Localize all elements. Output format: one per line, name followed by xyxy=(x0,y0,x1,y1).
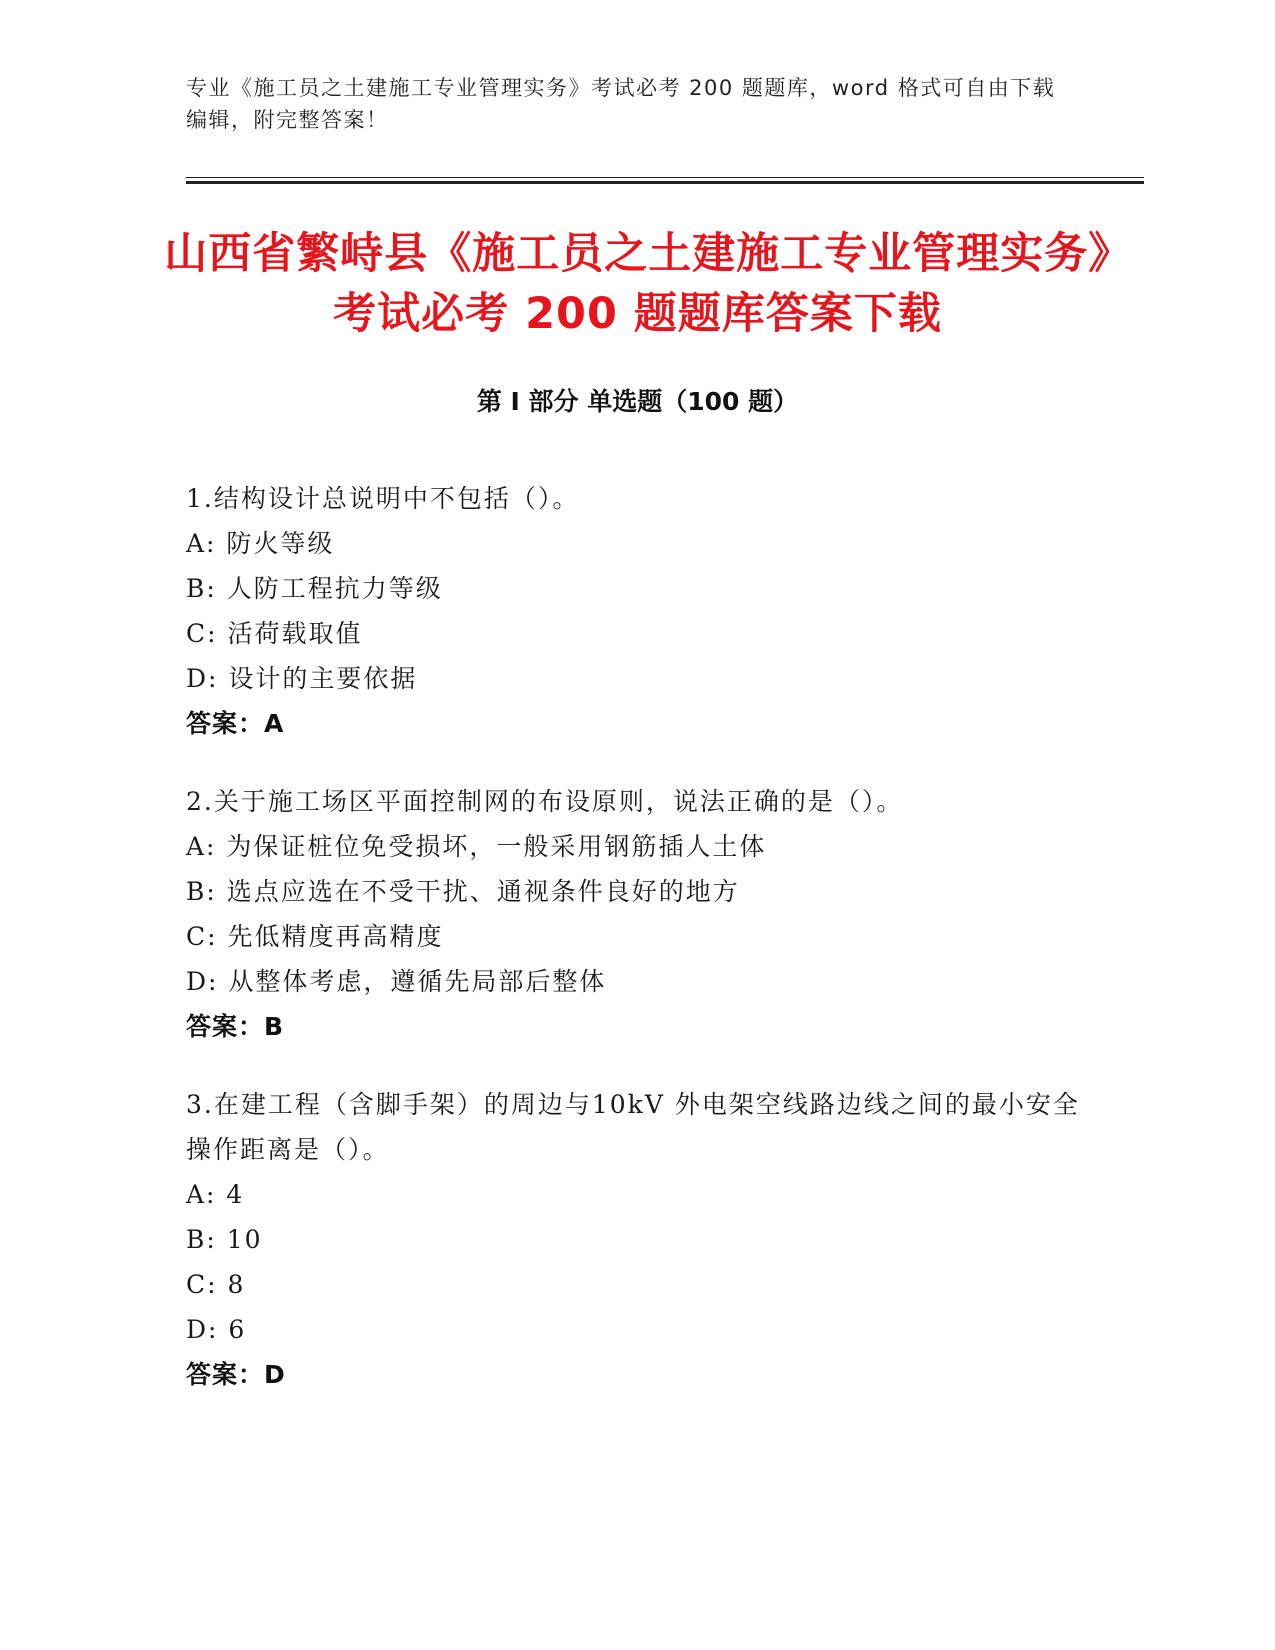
option-b: B: 10 xyxy=(186,1225,263,1254)
section-title: 第 I 部分 单选题（100 题） xyxy=(476,387,799,416)
answer: 答案：B xyxy=(186,1012,285,1041)
header-divider-thick xyxy=(186,181,1144,184)
question-1 xyxy=(186,476,1086,746)
option-c: C: 活荷载取值 xyxy=(186,619,363,648)
option-c: C: 先低精度再高精度 xyxy=(186,922,444,951)
question-stem: 2.关于施工场区平面控制网的布设原则，说法正确的是（）。 xyxy=(186,787,904,816)
option-a: A: 防火等级 xyxy=(186,529,335,558)
option-d: D: 从整体考虑，遵循先局部后整体 xyxy=(186,967,607,996)
question-2 xyxy=(186,779,1086,1049)
option-c: C: 8 xyxy=(186,1270,246,1299)
option-a: A: 为保证桩位免受损坏，一般采用钢筋插人土体 xyxy=(186,832,767,861)
answer: 答案：A xyxy=(186,709,285,738)
option-a: A: 4 xyxy=(186,1180,245,1209)
option-d: D: 设计的主要依据 xyxy=(186,664,418,693)
option-d: D: 6 xyxy=(186,1315,247,1344)
document-title: 山西省繁峙县《施工员之土建施工专业管理实务》考试必考 200 题题库答案下载 xyxy=(164,229,1111,339)
question-3 xyxy=(186,1082,1086,1397)
question-list xyxy=(186,476,1086,1430)
header-note: 专业《施工员之土建施工专业管理实务》考试必考 200 题题库，word 格式可自由下载编辑，附完整答案！ xyxy=(186,76,1056,132)
question-stem: 3.在建工程（含脚手架）的周边与10kV 外电架空线路边线之间的最小安全操作距离是（）。 xyxy=(186,1090,1080,1164)
question-stem: 1.结构设计总说明中不包括（）。 xyxy=(186,484,580,513)
option-b: B: 人防工程抗力等级 xyxy=(186,574,443,603)
answer: 答案：D xyxy=(186,1360,286,1389)
header-divider-thin xyxy=(186,177,1144,178)
option-b: B: 选点应选在不受干扰、通视条件良好的地方 xyxy=(186,877,740,906)
